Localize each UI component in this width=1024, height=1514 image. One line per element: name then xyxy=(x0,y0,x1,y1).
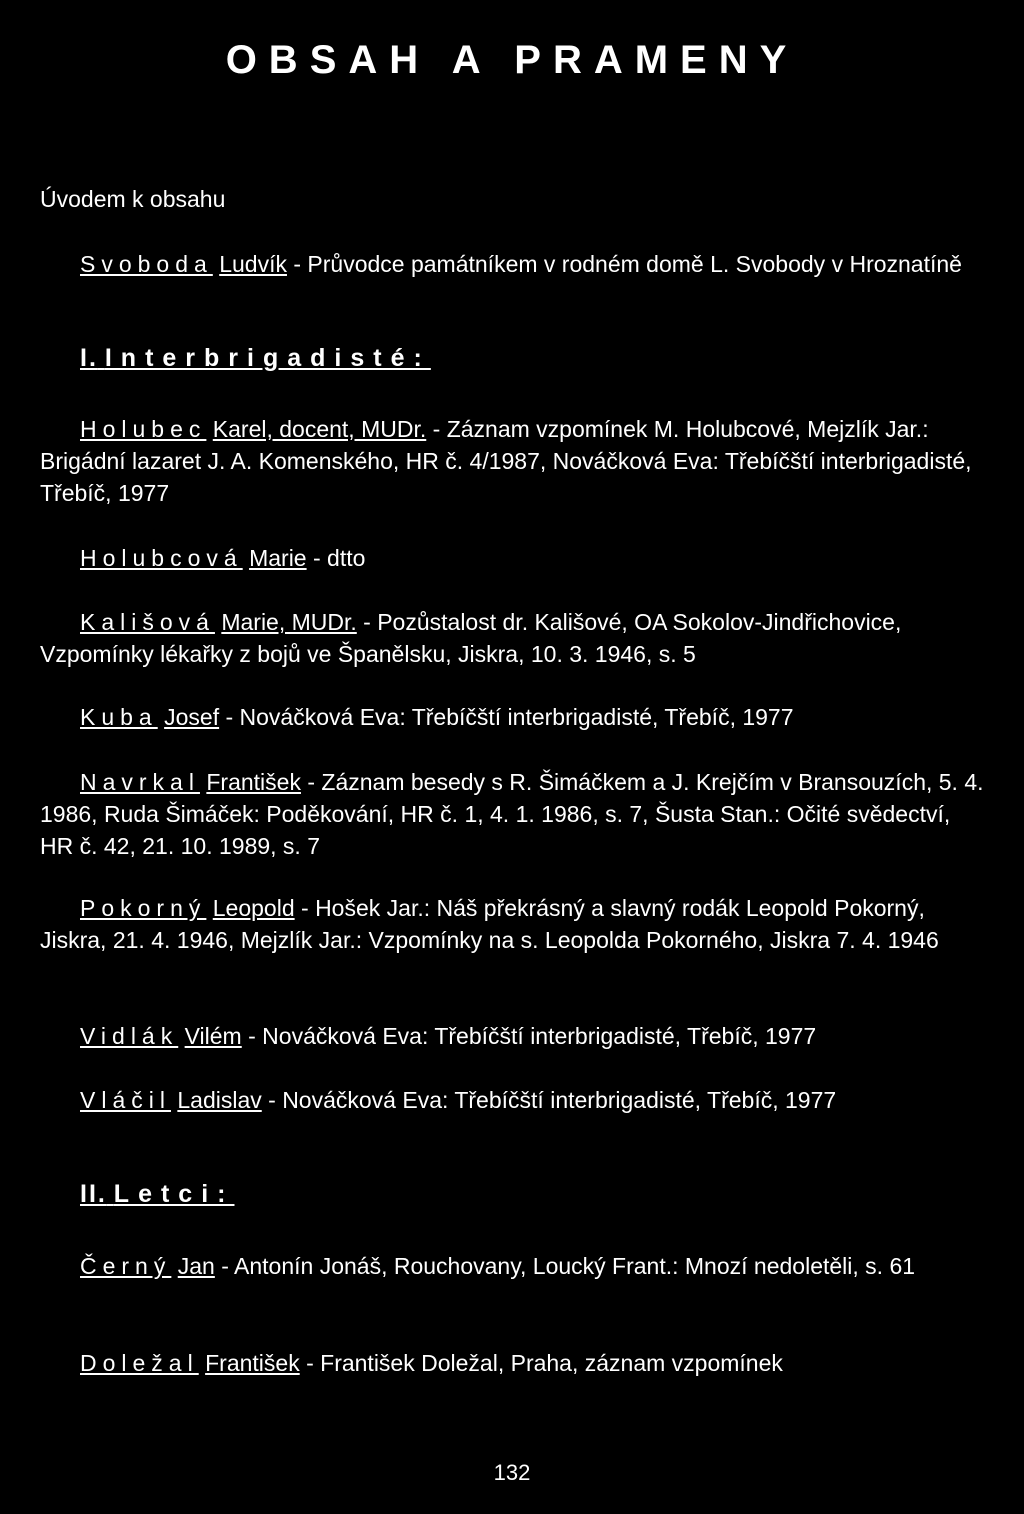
entry-given-name: Jan xyxy=(177,1253,215,1279)
entry-surname: Holubcová xyxy=(80,545,243,571)
entry-given-name: Vilém xyxy=(184,1023,242,1049)
entry-holubcova xyxy=(40,542,984,574)
section-name: Letci: xyxy=(113,1180,235,1208)
entry-surname: Vláčil xyxy=(80,1087,171,1113)
entry-given-name: Karel, docent, MUDr. xyxy=(212,416,427,442)
entry-surname: Kuba xyxy=(80,704,158,730)
entry-source: - Nováčková Eva: Třebíčští interbrigadisté, Třebíč, 1977 xyxy=(219,704,794,730)
entry-surname: Holubec xyxy=(80,416,207,442)
entry-surname: Svoboda xyxy=(80,251,213,277)
section-number: II. xyxy=(80,1180,107,1208)
entry-surname: Pokorný xyxy=(80,895,207,921)
entry-given-name: Leopold xyxy=(212,895,295,921)
intro-line: Úvodem k obsahu xyxy=(40,186,226,212)
entry-source: - Antonín Jonáš, Rouchovany, Loucký Frant.: Mnozí nedoletěli, s. 61 xyxy=(214,1253,916,1279)
entry-given-name: František xyxy=(205,1350,300,1376)
entry-source: - Hošek Jar.: Náš překrásný a slavný rodák Leopold Pokorný, Jiskra, 21. 4. 1946, Mejzlík Jar.: Vzpomínky na s. Leopolda Pokorného, Jiskra 7. 4. 1946 xyxy=(40,895,939,953)
page-number: 132 xyxy=(493,1460,531,1485)
entry-cerny xyxy=(40,1250,984,1282)
section-number: I. xyxy=(80,344,98,372)
section-name: Interbrigadisté: xyxy=(104,344,431,372)
entry-vlacil xyxy=(40,1084,984,1116)
entry-navrkal xyxy=(40,766,984,862)
entry-given-name: Ladislav xyxy=(177,1087,262,1113)
entry-source: - Pozůstalost dr. Kališové, OA Sokolov-Jindřichovice, Vzpomínky lékařky z bojů ve Španělsku, Jiskra, 10. 3. 1946, s. 5 xyxy=(40,609,902,667)
page-title: OBSAH A PRAMENY xyxy=(225,38,799,82)
entry-surname: Vidlák xyxy=(80,1023,179,1049)
entry-source: - Nováčková Eva: Třebíčští interbrigadisté, Třebíč, 1977 xyxy=(261,1087,837,1113)
entry-dolezal xyxy=(40,1347,984,1379)
entry-given-name: Marie xyxy=(249,545,307,571)
entry-surname: Černý xyxy=(80,1253,172,1279)
entry-source: - Nováčková Eva: Třebíčští interbrigadisté, Třebíč, 1977 xyxy=(241,1023,817,1049)
entry-source: - Záznam besedy s R. Šimáčkem a J. Krejčím v Bransouzích, 5. 4. 1986, Ruda Šimáček: Poděkování, HR č. 1, 4. 1. 1986, s. 7, Šusta Stan.: Očité svědectví, HR č. 42, 21. 10. 1989, s. 7 xyxy=(40,769,984,859)
section-heading-interbrigadists xyxy=(80,344,431,373)
entry-kuba xyxy=(40,701,984,733)
entry-given-name: Marie, MUDr. xyxy=(221,609,357,635)
entry-given-name: Josef xyxy=(164,704,220,730)
section-heading-pilots xyxy=(80,1180,234,1209)
entry-pokorny xyxy=(40,892,984,956)
entry-source: - František Doležal, Praha, záznam vzpomínek xyxy=(299,1350,783,1376)
entry-given-name: Ludvík xyxy=(219,251,287,277)
entry-vidlak xyxy=(40,1020,984,1052)
entry-surname: Doležal xyxy=(80,1350,199,1376)
entry-holubec xyxy=(40,413,984,509)
entry-svoboda xyxy=(40,248,984,280)
entry-given-name: František xyxy=(206,769,301,795)
entry-surname: Kališová xyxy=(80,609,215,635)
entry-kalisova xyxy=(40,606,984,670)
entry-surname: Navrkal xyxy=(80,769,200,795)
entry-source: - Průvodce památníkem v rodném domě L. Svobody v Hroznatíně xyxy=(286,251,962,277)
entry-source: - dtto xyxy=(306,545,366,571)
entry-source: - Záznam vzpomínek M. Holubcové, Mejzlík Jar.: Brigádní lazaret J. A. Komenského, HR č. 4/1987, Nováčková Eva: Třebíčští interbrigadisté, Třebíč, 1977 xyxy=(40,416,972,506)
